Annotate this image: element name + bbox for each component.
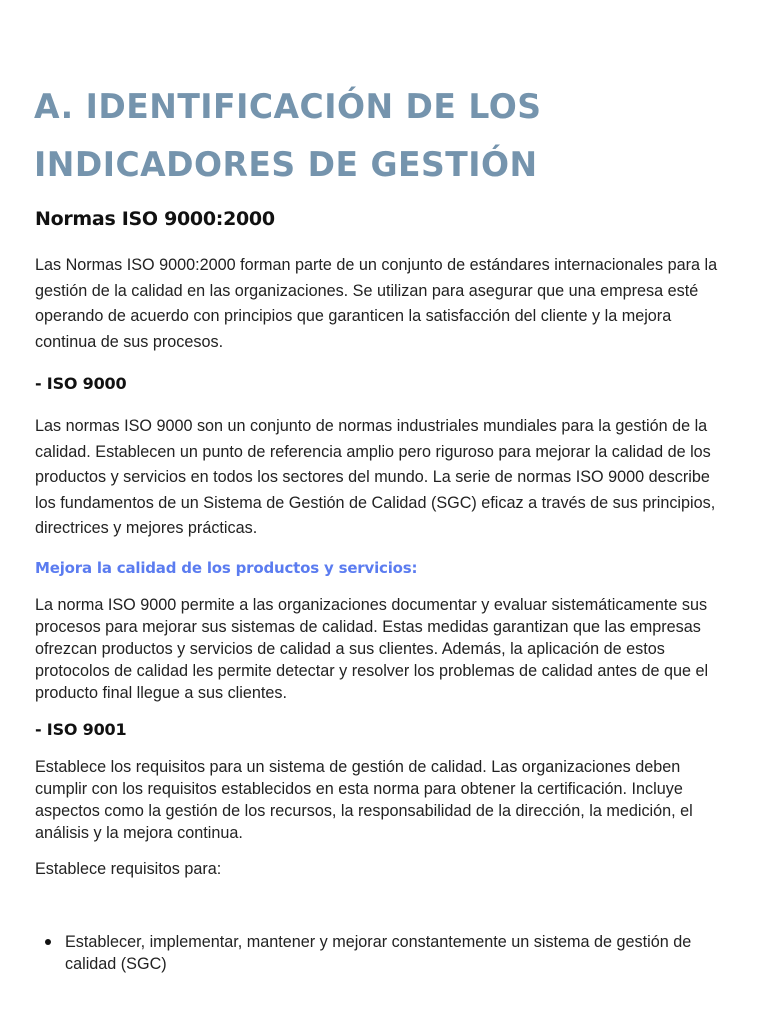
paragraph-requisitos-intro: Establece requisitos para: bbox=[35, 860, 222, 878]
paragraph-iso9000: Las normas ISO 9000 son un conjunto de normas industriales mundiales para la gestión de la calidad. Establecen un punto de referencia amplio pero riguroso para mejorar la calidad de los productos y servicios en todos los sectores del mundo. La serie de normas ISO 9000 describe los fundamentos de un Sistema de Gestión de Calidad (SGC) eficaz a través de sus principios, directrices y mejores prácticas. bbox=[35, 417, 716, 537]
bullet-icon bbox=[45, 939, 51, 945]
list-item bbox=[35, 931, 725, 975]
section-heading-iso9000: - ISO 9000 bbox=[35, 374, 127, 393]
requirements-list bbox=[35, 931, 725, 975]
subheading-mejora: Mejora la calidad de los productos y servicios: bbox=[35, 559, 418, 577]
page-title: A. IDENTIFICACIÓN DE LOS INDICADORES DE GESTIÓN bbox=[34, 87, 542, 185]
paragraph-mejora: La norma ISO 9000 permite a las organizaciones documentar y evaluar sistemáticamente sus procesos para mejorar sus sistemas de calidad. Estas medidas garantizan que las empresas ofrezcan productos y servicios de calidad a sus clientes. Además, la aplicación de estos protocolos de calidad les permite detectar y resolver los problemas de calidad antes de que el producto final llegue a sus clientes. bbox=[35, 596, 709, 702]
paragraph-iso9001: Establece los requisitos para un sistema de gestión de calidad. Las organizaciones deben cumplir con los requisitos establecidos en esta norma para obtener la certificación. Incluye aspectos como la gestión de los recursos, la responsabilidad de la dirección, la medición, el análisis y la mejora continua. bbox=[35, 758, 693, 842]
section-heading-normas: Normas ISO 9000:2000 bbox=[35, 208, 275, 230]
list-item-text: Establecer, implementar, mantener y mejorar constantemente un sistema de gestión de calidad (SGC) bbox=[65, 933, 692, 973]
paragraph-normas: Las Normas ISO 9000:2000 forman parte de un conjunto de estándares internacionales para la gestión de la calidad en las organizaciones. Se utilizan para asegurar que una empresa esté operando de acuerdo con principios que garanticen la satisfacción del cliente y la mejora continua de sus procesos. bbox=[35, 256, 718, 351]
section-heading-iso9001: - ISO 9001 bbox=[35, 720, 127, 739]
